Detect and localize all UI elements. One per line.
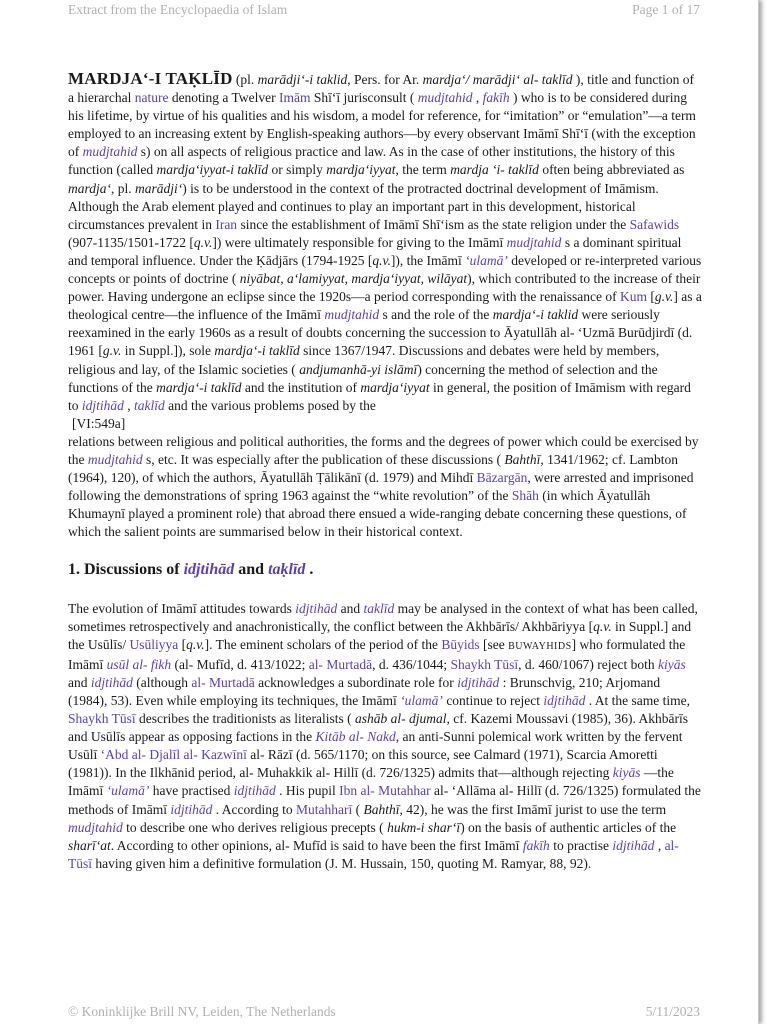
term-shii: Shī‘ī bbox=[313, 90, 341, 106]
link-idjtihad[interactable]: idjtihād bbox=[543, 693, 586, 708]
footer-date: 5/11/2023 bbox=[645, 1004, 700, 1019]
link-shaykh-tusi[interactable]: Shaykh Tūsī bbox=[450, 656, 519, 672]
link-kiyas[interactable]: kiyās bbox=[658, 656, 686, 672]
link-ibn-al-mutahhar[interactable]: Ibn al- Mutahhar bbox=[339, 783, 431, 799]
link-fakih[interactable]: fakīh bbox=[482, 90, 510, 106]
link-imam[interactable]: Imām bbox=[278, 90, 311, 106]
footer-copyright: © Koninklijke Brill NV, Leiden, The Netherlands bbox=[68, 1004, 336, 1019]
link-idjtihad[interactable]: idjtihād bbox=[457, 674, 500, 690]
link-kitab-al-nakd[interactable]: Kitāb al- Nakd bbox=[315, 729, 396, 745]
link-shaykh-tusi[interactable]: Shaykh Tūsī bbox=[68, 711, 136, 727]
paragraph-evolution: The evolution of Imāmī attitudes towards idjtihād and taklīd may be analysed in the context of what has been called, sometimes retrospectively and anachronistically, the conflict between the Akhbārīs/ Akhbāriyya [q.v. in Suppl.] and the Usūlīs/ Usūliyya [q.v.]. The eminent scholars of the period of the Būyids [see BUWAYHIDS] who formulated the Imāmī usūl al- fikh (al- Mufīd, d. 413/1022; al- Murtadā, d. 436/1044; Shaykh Tūsī, d. 460/1067) reject both kiyās and idjtihād (although al- Murtadā acknowledges a subordinate role for idjtihād : Brunschvig, 210; Arjomand (1984), 53). Even while employing its techniques, the Imāmī ‘ulamā’ continue to reject idjtihād . At the same time, Shaykh Tūsī describes the traditionists as literalists ( ashāb al- djumal, cf. Kazemi Moussavi (1985), 36). Akhbārīs and Usūlīs appear as opposing factions in the Kitāb al- Nakd, an anti-Sunni polemical work written by the fervent Usūlī ‘Abd al- Djalīl al- Kazwīnī al- Rāzī (d. 565/1170; on this source, see Calmard (1971), Scarcia Amoretti (1981)). In the Ilkhānid period, al- Muhakkik al- Hillī (d. 726/1325) admits that—although rejecting kiyās —the Imāmī ‘ulamā’ have practised idjtihād . His pupil Ibn al- Mutahhar al- ‘Allāma al- Hillī (d. 726/1325) formulated the methods of Imāmī idjtihād . According to Mutahharī ( Bahthī, 42), he was the first Imāmī jurist to use the term mudjtahid to describe one who derives religious precepts ( hukm-i shar‘ī) on the basis of authentic articles of the sharī‘at. According to other opinions, al- Mufīd is said to have been the first Imāmī fakīh to practise idjtihād , al- Tūsī having given him a definitive formulation (J. M. Hussain, 150, quoting M. Ramyar, 88, 92). bbox=[68, 600, 701, 871]
paragraph-intro: MARDJA‘-I TAḲLĪD (pl. marādji‘-i taklid, Pers. for Ar. mardja‘/ marādji‘ al- taklīd ), title and function of a hierarchal nature denoting a Twelver Imām Shī‘ī jurisconsult ( mudjtahid , fakīh ) who is to be considered during his lifetime, by virtue of his qualities and his wisdom, a model for reference, for “imitation” or “emulation”—a term employed to an increasing extent by English-speaking authors—by every observant Imāmī Shī‘ī (with the exception of mudjtahid s) on all aspects of religious practice and law. As in the case of other institutions, the history of this function (called mardja‘iyyat-i taklīd or simply mardja‘iyyat, the term mardja ‘i- taklīd often being abbreviated as mardja‘, pl. marādji‘) is to be understood in the context of the protracted doctrinal development of Imāmism. Although the Arab element played and continues to play an important part in this development, historical circumstances prevalent in Iran since the establishment of Imāmī Shī‘ism as the state religion under the Safawids (907-1135/1501-1722 [q.v.]) were ultimately responsible for giving to the Imāmī mudjtahid s a dominant spiritual and temporal influence. Under the Ḳādjārs (1794-1925 [q.v.]), the Imāmī ‘ulamā’ developed or re-interpreted various concepts or points of doctrine ( niyābat, a‘lamiyyat, mardja‘iyyat, wilāyat), which contributed to the increase of their power. Having undergone an eclipse since the 1920s—a period corresponding with the renaissance of Kum [g.v.] as a theological centre—the influence of the Imāmī mudjtahid s and the role of the mardja‘-i taklid were seriously reexamined in the early 1960s as a result of doubts concerning the succession to Āyatullāh al- ‘Uzmā Burūdjirdī (d. 1961 [g.v. in Suppl.]), sole mardja‘-i taklīd since 1367/1947. Discussions and debates were held by members, religious and lay, of the Islamic societies ( andjumanhā-yi islāmī) concerning the method of selection and the functions of the mardja‘-i taklīd and the institution of mardja‘iyyat in general, the position of Imāmism with regard to idjtihād , taklīd and the various problems posed by the bbox=[68, 69, 702, 413]
link-mudjtahid[interactable]: mudjtahid bbox=[417, 90, 473, 106]
page-footer bbox=[68, 1004, 700, 1020]
link-kum[interactable]: Kum bbox=[619, 289, 647, 305]
link-al-murtada[interactable]: al- Murtadā bbox=[308, 656, 373, 672]
link-mudjtahid[interactable]: mudjtahid bbox=[68, 819, 123, 835]
link-taklid[interactable]: taklīd bbox=[134, 397, 165, 413]
link-ulama[interactable]: ‘ulamā’ bbox=[400, 693, 443, 708]
link-kiyas[interactable]: kiyās bbox=[612, 765, 641, 781]
header-source: Extract from the Encyclopaedia of Islam bbox=[68, 2, 288, 17]
link-idjtihad[interactable]: idjtihād bbox=[612, 837, 655, 853]
link-mudjtahid[interactable]: mudjtahid bbox=[506, 234, 562, 250]
link-shah[interactable]: Shāh bbox=[511, 488, 539, 504]
link-mudjtahid[interactable]: mudjtahid bbox=[82, 144, 138, 160]
link-bazargan[interactable]: Bāzargān bbox=[476, 470, 528, 486]
link-mutahhari[interactable]: Mutahharī bbox=[296, 801, 353, 817]
header-page-number: Page 1 of 17 bbox=[632, 2, 700, 17]
link-abd-al-djalil-kazwini[interactable]: ‘Abd al- Djalīl al- Kazwīnī bbox=[100, 747, 247, 763]
link-idjtihad[interactable]: idjtihād bbox=[233, 783, 276, 799]
link-idjtihad[interactable]: idjtihād bbox=[81, 397, 124, 413]
link-al-tusi[interactable]: al- Tūsī bbox=[68, 837, 679, 871]
link-fakih[interactable]: fakīh bbox=[522, 837, 550, 853]
link-nature[interactable]: nature bbox=[134, 90, 169, 106]
link-idjtihad[interactable]: idjtihād bbox=[90, 674, 133, 690]
link-iran[interactable]: Iran bbox=[215, 216, 238, 232]
link-al-murtada[interactable]: al- Murtadā bbox=[191, 674, 255, 690]
link-idjtihad[interactable]: idjtihād bbox=[295, 600, 338, 616]
link-taklid[interactable]: taklīd bbox=[363, 600, 395, 616]
link-usul-al-fikh[interactable]: usūl al- fikh bbox=[106, 656, 172, 672]
link-taklid[interactable]: taḳlīd bbox=[268, 561, 306, 579]
page-header bbox=[68, 2, 700, 18]
section-heading: 1. Discussions of idjtihād and taḳlīd . bbox=[68, 561, 314, 579]
link-usuliyya[interactable]: Usūliyya bbox=[129, 636, 179, 652]
link-buyids[interactable]: Būyids bbox=[441, 636, 480, 652]
article-body bbox=[68, 70, 702, 873]
link-mudjtahid[interactable]: mudjtahid bbox=[324, 307, 380, 323]
article-headword: MARDJA‘-I TAḲLĪD bbox=[68, 69, 233, 88]
link-idjtihad[interactable]: idjtihād bbox=[170, 801, 213, 817]
link-ulama[interactable]: ‘ulamā’ bbox=[106, 783, 150, 799]
paragraph-debates: relations between religious and political authorities, the forms and the degrees of power which could be exercised by the mudjtahid s, etc. It was especially after the publication of these discussions ( Bahthī, 1341/1962; cf. Lambton (1964), 120), of which the authors, Āyatullāh Ṭālikānī (d. 1979) and Mihdī Bāzargān, were arrested and imprisoned following the demonstrations of spring 1963 against the “white revolution” of the Shāh (in which Āyatullāh Khumaynī played a prominent role) that abroad there ensued a wide-ranging debate concerning these questions, of which the salient points are summarised below in their historical context. bbox=[68, 433, 699, 540]
page-reference: [VI:549a] bbox=[72, 415, 126, 431]
link-ulama[interactable]: ‘ulamā’ bbox=[465, 252, 508, 268]
link-idjtihad[interactable]: idjtihād bbox=[183, 561, 235, 579]
link-safawids[interactable]: Safawids bbox=[629, 216, 680, 232]
link-mudjtahid[interactable]: mudjtahid bbox=[87, 451, 143, 467]
